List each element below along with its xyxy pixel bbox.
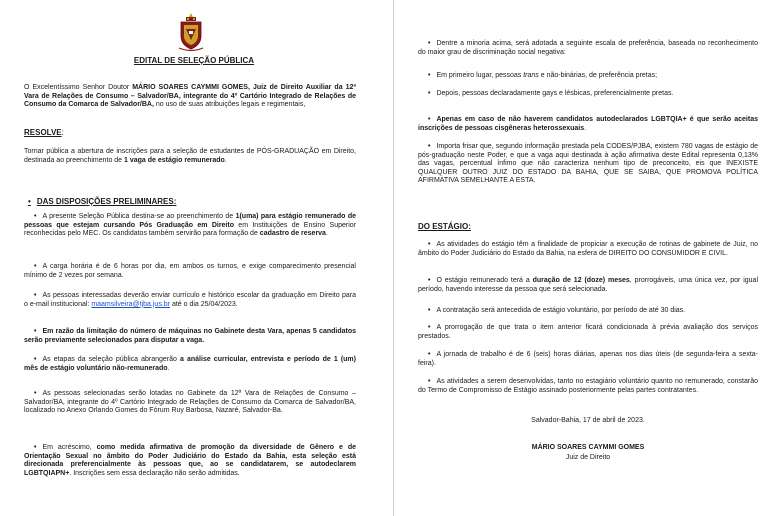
preamble-text: O Excelentíssimo Senhor Doutor [24,84,133,91]
fallback-end: . [584,124,587,132]
resolve-label: RESOLVE [24,128,62,137]
preliminary-item-2: • A carga horária é de 6 horas por dia, em ambos os turnos, e exige comparecimento presencial mínimo de 2 vezes por semana. [24,263,356,280]
section-preliminary-heading: • DAS DISPOSIÇÕES PRELIMINARES: [28,197,356,206]
vacancy-count: 1 vaga de estágio remunerado [124,156,225,164]
resolve-end: . [224,156,227,164]
internship-item-6: • As atividades a serem desenvolvidas, tanto no estagiário voluntário quanto no remunerado, constarão do Termo de Compromisso de Estágio assinado posteriormente pelas partes contratantes. [418,378,758,395]
item5-text-b: a análise curricular, entrevista e período de 1 (um) mês de estágio voluntário não-remunerado [24,356,356,372]
item5-text-c: . [167,364,170,372]
internship-item-3: • A contratação será antecedida de estágio voluntário, por período de até 30 dias. [418,307,758,316]
item3-text-a: • As pessoas interessadas deverão enviar currículo e histórico escolar da graduação em Direito para o e-mail institucional: [24,292,356,308]
internship-item-4: • A prorrogação de que trata o item anterior ficará condicionada à prévia avaliação dos serviços prestados. [418,324,758,341]
preliminary-item-1 [24,213,356,239]
right-column [418,0,758,516]
preference-item-1 [418,72,758,81]
left-column [24,0,356,516]
preliminary-item-5 [24,356,356,373]
item3-text-b: até o dia 25/04/2023. [170,300,238,308]
pref1-text-b: trans [523,72,539,79]
preamble-paragraph [24,84,356,110]
preference-item-2: • Depois, pessoas declaradamente gays e lésbicas, preferencialmente pretas. [418,90,758,99]
internship-item-1: • As atividades do estágio têm a finalidade de propiciar a execução de rotinas de gabinete de Juiz, no âmbito do Poder Judiciário do Estado da Bahia, na esfera de DIREITO DO CONSUMIDOR E CIVIL. [418,241,758,258]
column-divider [393,0,394,516]
int2-text-b: duração de 12 (doze) meses [532,277,630,284]
bahia-coat-of-arms-icon [178,12,204,52]
document-title: EDITAL DE SELEÇÃO PÚBLICA [133,56,255,65]
preamble-end: no uso de suas atribuições legais e regimentais, [153,101,306,109]
codes-note [418,143,758,186]
pref1-text-c: e não-binárias, de preferência pretas; [538,72,658,79]
item1-text-b: 1(uma) para estágio remunerado de pessoas que estejam cursando Pós Graduação em Direito [24,213,356,229]
resolve-heading [24,128,356,137]
item7-text-c: . Inscrições sem essa declaração não serão admitidas. [69,469,240,477]
signer-name: MÁRIO SOARES CAYMMI GOMES [531,444,645,451]
item1-text-c: em Instituições de Ensino Superior reconhecidas pelo MEC. Os candidatos também servirão para formação de [24,221,356,238]
signer-role: Juiz de Direito [565,454,611,461]
internship-item-5: • A jornada de trabalho é de 6 (seis) horas diárias, apenas nos dias úteis (de segunda-feira a sexta-feira). [418,351,758,368]
int2-text-a: • O estágio remunerado terá a [428,277,533,284]
codes-text-c: . [533,177,536,185]
preliminary-item-7 [24,444,356,478]
fallback-text: • Apenas em caso de não haverem candidatos autodeclarados LGBTQIA+ é que serão aceitas inscrições de pessoas cisgêneras heterossexuais [418,116,758,132]
item1-text-d: cadastro de reserva [259,230,326,238]
resolve-colon: : [61,128,64,137]
codes-text-b: INEXISTE QUALQUER OUTRO JUIZ DO ESTADO DA BAHIA, QUE SE SAIBA, QUE PROMOVA POLÍTICA AFIRMATIVA SEMELHANTE A ESTA [418,160,758,185]
resolve-paragraph [24,148,356,165]
section-internship-heading: DO ESTÁGIO: [418,222,471,231]
pref1-text-a: • Em primeiro lugar, pessoas [428,72,523,79]
preliminary-item-4: • Em razão da limitação do número de máquinas no Gabinete desta Vara, apenas 5 candidatos serão previamente selecionados para disputar a vaga. [24,328,356,345]
preamble-court: , Juiz de Direito Auxiliar da 12ª Vara de Relações de Consumo – Salvador/BA, integrante do 4º Cartório Integrado de Relações de Consumo da Comarca de Salvador/BA, [24,84,356,109]
preference-intro: • Dentre a minoria acima, será adotada a seguinte escala de preferência, baseada no reconhecimento do maior grau de discriminação social negativa: [418,40,758,57]
item1-text-a: • A presente Seleção Pública destina-se ao preenchimento de [34,213,236,220]
signature-date: Salvador-Bahia, 17 de abril de 2023. [531,417,645,424]
preliminary-item-3 [24,292,356,309]
resolve-text: Tornar pública a abertura de inscrições para a seleção de estudantes de PÓS-GRADUAÇÃO em Direito, destinada ao preenchimento de [24,148,356,164]
item7-text-b: como medida afirmativa de promoção da diversidade de Gênero e de Orientação Sexual no âmbito do Poder Judiciário do Estado da Bahia, esta seleção está direcionada preferencialmente às pessoas que, ao se candidatarem, se autodeclarem LGBTQIAPN+ [24,444,356,477]
codes-text-a: • Importa frisar que, segundo informação prestada pela CODES/PJBA, existem 780 vagas de estágio de pós-graduação neste Poder, e que a vaga aqui destinada à ação afirmativa deste Edital representa 0,13% das vagas, percentual ínfimo que não caracteriza nenhum tipo de preconceito, eis que [418,143,758,167]
preliminary-item-6: • As pessoas selecionadas serão lotadas no Gabinete da 12ª Vara de Relações de Consumo – Salvador/BA, integrante do 4º Cartório Integrado de Relações de Consumo da Comarca de Salvador/BA, localizado no Anexo Orlando Gomes do Fórum Ruy Barbosa, Nazaré, Salvador-Ba. [24,390,356,416]
item5-text-a: • As etapas da seleção pública abrangerão [34,356,180,363]
email-link[interactable]: maamsilveira@tjba.jus.br [91,300,170,308]
int2-text-c: , prorrogáveis, uma única vez, por igual período, havendo interesse da pessoa que será selecionada. [418,277,758,293]
fallback-rule [418,116,758,133]
item7-text-a: • Em acréscimo, [34,444,97,451]
internship-item-2 [418,277,758,294]
judge-name: MÁRIO SOARES CAYMMI GOMES [132,84,248,91]
item1-text-e: . [325,230,328,238]
